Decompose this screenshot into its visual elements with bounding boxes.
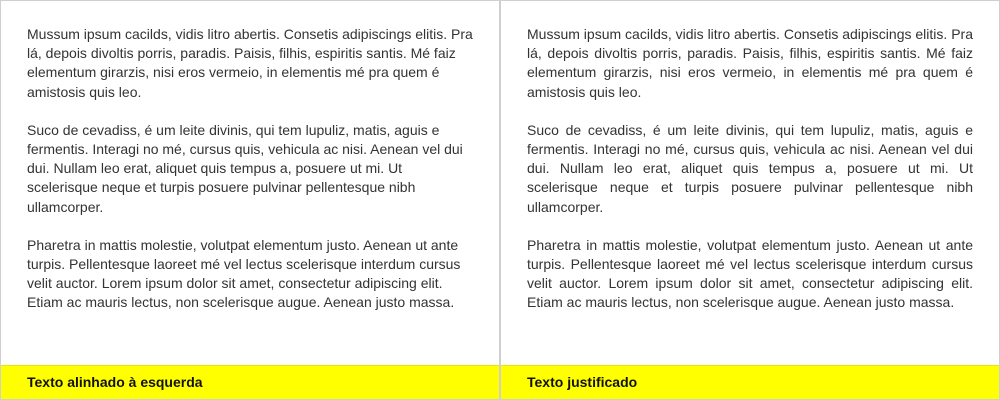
left-aligned-text [27,25,473,332]
paragraph: Pharetra in mattis molestie, volutpat elementum justo. Aenean ut ante turpis. Pellentesque laoreet mé vel lectus scelerisque interdum cursus velit auctor. Lorem ipsum dolor sit amet, consectetur adipiscing elit. Etiam ac mauris lectus, non scelerisque augue. Aenean justo massa. [27,236,461,311]
caption-left-aligned: Texto alinhado à esquerda [27,374,203,390]
paragraph: Mussum ipsum cacilds, vidis litro abertis. Consetis adipiscings elitis. Pra lá, depois divoltis porris, paradis. Paisis, filhis, espiritis santis. Mé faiz elementum girarzis, nisi eros vermeio, in elementis mé pra quem é amistosis quis leo. [27,26,473,100]
caption-justified: Texto justificado [527,374,638,390]
caption-bar [501,365,999,399]
caption-bar [1,365,499,399]
justified-panel [500,0,1000,400]
paragraph: Pharetra in mattis molestie, volutpat elementum justo. Aenean ut ante turpis. Pellentesque laoreet mé vel lectus scelerisque interdum cursus velit auctor. Lorem ipsum dolor sit amet, consectetur adipiscing elit. Etiam ac mauris lectus, non scelerisque augue. Aenean justo massa. [527,236,973,311]
paragraph: Mussum ipsum cacilds, vidis litro abertis. Consetis adipiscings elitis. Pra lá, depois divoltis porris, paradis. Paisis, filhis, espiritis santis. Mé faiz elementum girarzis, nisi eros vermeio, in elementis mé pra quem é amistosis quis leo. [527,26,973,100]
paragraph: Suco de cevadiss, é um leite divinis, qui tem lupuliz, matis, aguis e fermentis. Interagi no mé, cursus quis, vehicula ac nisi. Aenean vel dui dui. Nullam leo erat, aliquet quis tempus a, posuere ut mi. Ut scelerisque neque et turpis posuere pulvinar pellentesque nibh ullamcorper. [27,121,463,215]
paragraph: Suco de cevadiss, é um leite divinis, qui tem lupuliz, matis, aguis e fermentis. Interagi no mé, cursus quis, vehicula ac nisi. Aenean vel dui dui. Nullam leo erat, aliquet quis tempus a, posuere ut mi. Ut scelerisque neque et turpis posuere pulvinar pellentesque nibh ullamcorper. [527,121,973,215]
justified-text [527,25,973,332]
